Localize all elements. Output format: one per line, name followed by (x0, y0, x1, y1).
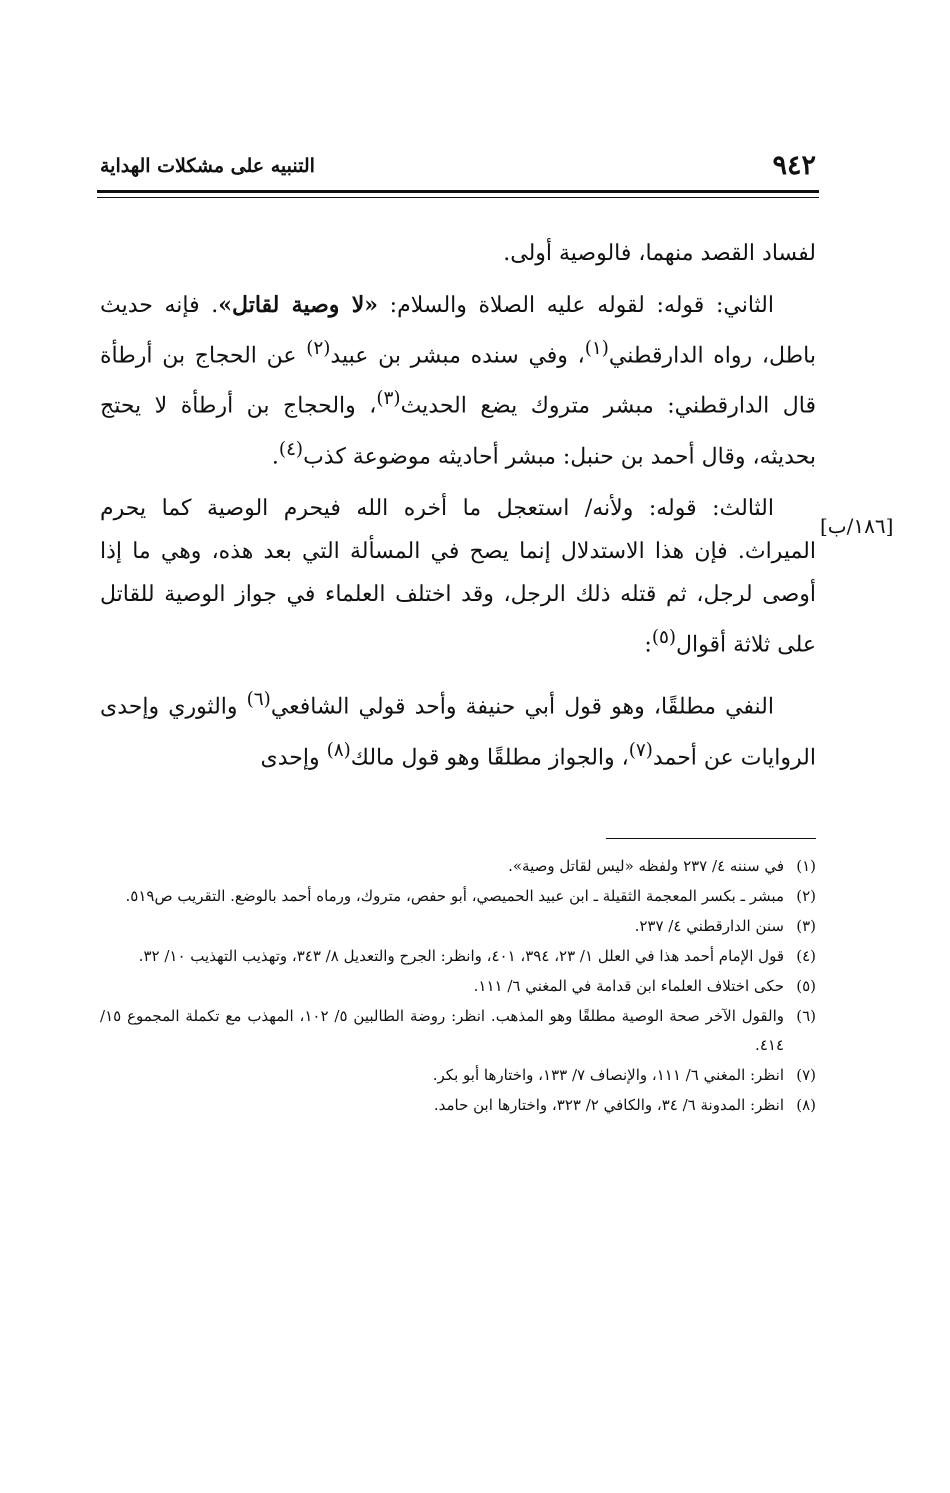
text-span: النفي مطلقًا، وهو قول أبي حنيفة وأحد قولي الشافعي (270, 694, 774, 720)
header-rule-thick (97, 190, 819, 193)
text-span: الثاني: قوله: لقوله عليه الصلاة والسلام: (378, 293, 774, 318)
text-span: وإحدى (260, 744, 327, 770)
footnote-text: في سننه ٤/ ٢٣٧ ولفظه «ليس لقاتل وصية». (508, 857, 784, 875)
footnote (100, 972, 816, 1001)
text-span: ، والجواز مطلقًا وهو قول مالك (350, 744, 629, 770)
hadith-quote: «لا وصية لقاتل» (218, 292, 379, 318)
footnote (100, 942, 816, 971)
footnote-number: (٣) (796, 917, 816, 935)
running-title: التنبيه على مشكلات الهداية (100, 155, 315, 177)
footnote-number: (٨) (796, 1096, 816, 1114)
footnote-ref-8[interactable]: (٨) (326, 739, 351, 761)
text-span: والثوري وإحدى الروايات عن أحمد (100, 694, 816, 770)
footnote-number: (١) (796, 857, 816, 875)
text-span: ، والحجاج بن أرطأة لا يحتج بحديثه، وقال أحمد بن حنبل: مبشر أحاديثه موضوعة كذب (100, 393, 816, 469)
footnotes (100, 852, 816, 1121)
paragraph-3 (100, 487, 816, 666)
footnote-text: انظر: المدونة ٦/ ٣٤، والكافي ٢/ ٣٢٣، واختارها ابن حامد. (433, 1096, 784, 1114)
footnote-text: انظر: المغني ٦/ ١١١، والإنصاف ٧/ ١٣٣، واختارها أبو بكر. (432, 1066, 784, 1084)
page-header (100, 146, 816, 186)
footnote (100, 1091, 816, 1120)
footnote-ref-2[interactable]: (٢) (306, 338, 331, 359)
footnote-ref-5[interactable]: (٥) (651, 626, 676, 648)
paragraph-2 (100, 284, 816, 478)
footnote-text: مبشر ـ بكسر المعجمة الثقيلة ـ ابن عبيد الحميصي، أبو حفص، متروك، ورماه أحمد بالوضع. التقريب ص٥١٩. (125, 887, 784, 905)
footnote-number: (٦) (796, 1007, 816, 1025)
text-span: الثالث: قوله: ولأنه/ استعجل ما أخره الله فيحرم الوصية كما يحرم الميراث. فإن هذا الاستدلال إنما يصح في المسألة التي بعد هذه، وهي ما إذا أوصى لرجل، ثم قتله ذلك الرجل، وقد اختلف العلماء في جواز الوصية للقاتل على ثلاثة أقوال (100, 495, 816, 658)
paragraph-1: لفساد القصد منهما، فالوصية أولى. (503, 241, 816, 266)
footnote-separator (606, 838, 816, 839)
footnote-ref-4[interactable]: (٤) (278, 438, 304, 460)
text-span: . (271, 443, 279, 469)
footnote-ref-7[interactable]: (٧) (628, 739, 653, 761)
text-span: ، وفي سنده مبشر بن عبيد (330, 343, 585, 369)
manuscript-folio-note: [١٨٦/ب] (820, 514, 894, 538)
main-text (100, 232, 816, 779)
footnote-text: والقول الآخر صحة الوصية مطلقًا وهو المذهب. انظر: روضة الطالبين ٥/ ١٠٢، المهذب مع تكملة المجموع ١٥/ ٤١٤. (100, 1007, 784, 1054)
footnote-ref-6[interactable]: (٦) (246, 689, 271, 711)
text-span: : (644, 632, 652, 658)
text-span: عن الحجاج بن أرطأة قال الدارقطني: مبشر متروك يضع الحديث (100, 343, 816, 419)
footnote (100, 1002, 816, 1060)
footnote-number: (٢) (796, 887, 816, 905)
footnote-text: حكى اختلاف العلماء ابن قدامة في المغني ٦/ ١١١. (473, 977, 784, 995)
footnote-number: (٤) (796, 947, 816, 965)
footnote-ref-3[interactable]: (٣) (376, 388, 401, 410)
header-rule-thin (97, 197, 819, 198)
footnote-number: (٧) (796, 1066, 816, 1084)
footnote-text: سنن الدارقطني ٤/ ٢٣٧. (634, 917, 784, 935)
text-span: . فإنه حديث باطل، رواه الدارقطني (100, 293, 816, 369)
footnote (100, 852, 816, 881)
footnote (100, 912, 816, 941)
footnote (100, 1061, 816, 1090)
footnote (100, 882, 816, 911)
footnote-ref-1[interactable]: (١) (584, 338, 609, 359)
footnote-number: (٥) (796, 977, 816, 995)
paragraph-4 (100, 678, 816, 779)
page-number: ٩٤٢ (772, 150, 816, 181)
footnote-text: قول الإمام أحمد هذا في العلل ١/ ٢٣، ٣٩٤، ٤٠١، وانظر: الجرح والتعديل ٨/ ٣٤٣، وتهذيب التهذيب ١٠/ ٣٢. (138, 947, 784, 965)
